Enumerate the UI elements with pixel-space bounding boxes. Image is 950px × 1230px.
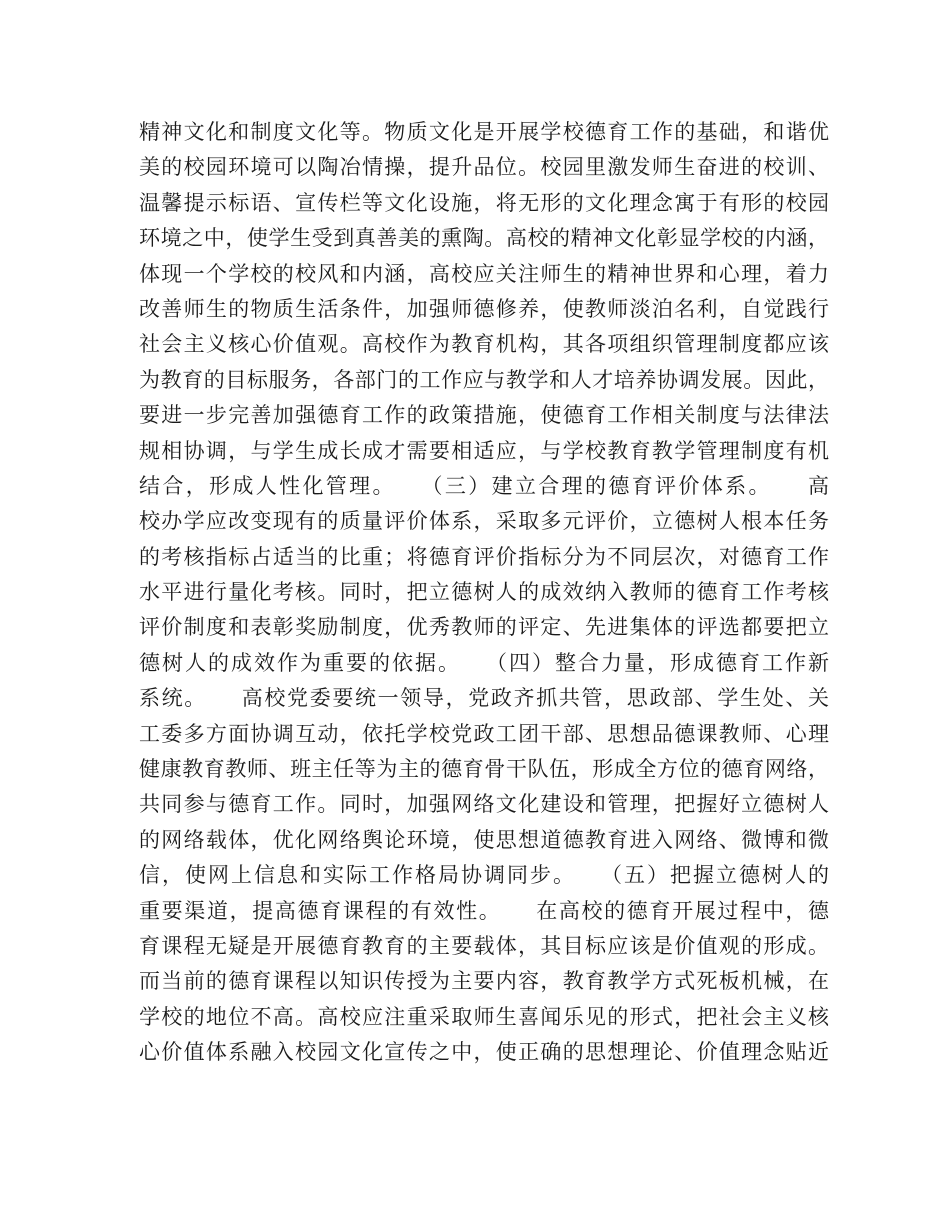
text-line: 要进一步完善加强德育工作的政策措施，使德育工作相关制度与法律法 [139, 403, 829, 428]
text-line: 健康教育教师、班主任等为主的德育骨干队伍，形成全方位的德育网络， [139, 757, 829, 782]
body-text [139, 115, 829, 1071]
text-line: 精神文化和制度文化等。物质文化是开展学校德育工作的基础，和谐优 [139, 120, 829, 144]
text-line: 而当前的德育课程以知识传授为主要内容，教育教学方式死板机械，在 [139, 969, 829, 994]
text-line: 美的校园环境可以陶冶情操，提升品位。校园里激发师生奋进的校训、 [139, 155, 829, 180]
text-line: 系统。 高校党委要统一领导，党政齐抓共管，思政部、学生处、关 [139, 686, 829, 711]
text-line: 心价值体系融入校园文化宣传之中，使正确的思想理论、价值理念贴近 [139, 1040, 829, 1065]
text-line: 的考核指标占适当的比重；将德育评价指标分为不同层次，对德育工作 [139, 544, 829, 569]
text-line: 结合，形成人性化管理。 （三）建立合理的德育评价体系。 高 [139, 473, 829, 498]
text-line: 学校的地位不高。高校应注重采取师生喜闻乐见的形式，把社会主义核 [139, 1004, 829, 1029]
text-line: 水平进行量化考核。同时，把立德树人的成效纳入教师的德育工作考核 [139, 580, 829, 605]
text-line: 为教育的目标服务，各部门的工作应与教学和人才培养协调发展。因此， [139, 367, 829, 392]
text-line: 工委多方面协调互动，依托学校党政工团干部、思想品德课教师、心理 [139, 721, 829, 746]
text-line: 温馨提示标语、宣传栏等文化设施，将无形的文化理念寓于有形的校园 [139, 190, 829, 215]
text-line: 评价制度和表彰奖励制度，优秀教师的评定、先进集体的评选都要把立 [139, 615, 829, 640]
text-line: 改善师生的物质生活条件，加强师德修养，使教师淡泊名利，自觉践行 [139, 296, 829, 321]
text-line: 规相协调，与学生成长成才需要相适应，与学校教育教学管理制度有机 [139, 438, 829, 463]
text-line: 体现一个学校的校风和内涵，高校应关注师生的精神世界和心理，着力 [139, 261, 829, 286]
text-line: 社会主义核心价值观。高校作为教育机构，其各项组织管理制度都应该 [139, 332, 829, 357]
text-line: 德树人的成效作为重要的依据。 （四）整合力量，形成德育工作新 [139, 650, 829, 675]
text-line: 校办学应改变现有的质量评价体系，采取多元评价，立德树人根本任务 [139, 509, 829, 534]
text-line: 的网络载体，优化网络舆论环境，使思想道德教育进入网络、微博和微 [139, 827, 829, 852]
text-line: 环境之中，使学生受到真善美的熏陶。高校的精神文化彰显学校的内涵， [139, 226, 829, 251]
text-line: 共同参与德育工作。同时，加强网络文化建设和管理，把握好立德树人 [139, 792, 829, 817]
text-line: 信，使网上信息和实际工作格局协调同步。 （五）把握立德树人的 [139, 863, 829, 888]
text-line: 重要渠道，提高德育课程的有效性。 在高校的德育开展过程中，德 [139, 898, 829, 923]
text-line: 育课程无疑是开展德育教育的主要载体，其目标应该是价值观的形成。 [139, 933, 829, 958]
